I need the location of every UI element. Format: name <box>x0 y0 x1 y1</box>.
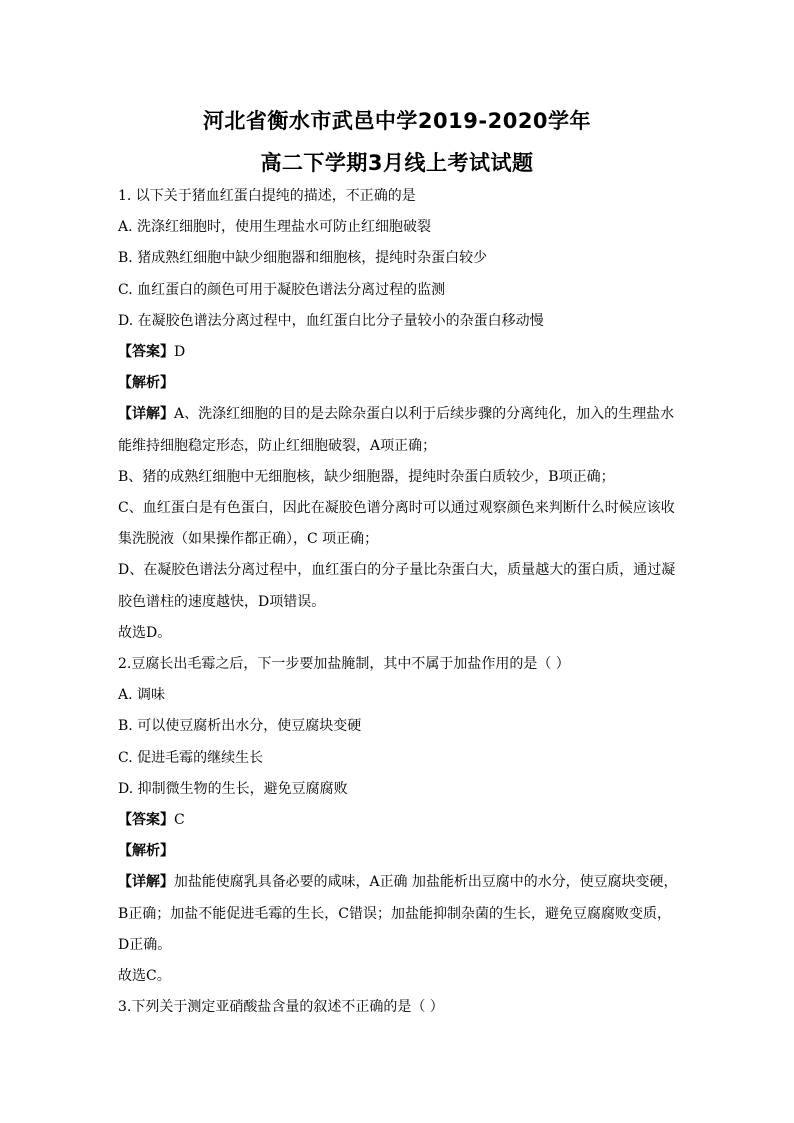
q2-detail-line3: D正确。 <box>118 937 172 953</box>
q2-conclusion: 故选C。 <box>118 968 171 984</box>
q2-detail-line1 <box>118 873 677 891</box>
q2-option-b: B. 可以使豆腐析出水分，使豆腐块变硬 <box>118 718 362 734</box>
q1-conclusion: 故选D。 <box>118 625 172 641</box>
q2-analysis-label: 【解析】 <box>118 843 174 859</box>
q1-answer-label: 【答案】 <box>118 344 174 360</box>
q2-option-d: D. 抑制微生物的生长，避免豆腐腐败 <box>118 781 348 797</box>
q1-detail-a-line1 <box>118 405 678 423</box>
q2-detail-text: 加盐能使腐乳具备必要的咸味，A正确 加盐能析出豆腐中的水分，使豆腐块变硬， <box>173 874 678 890</box>
q1-option-b: B. 猪成熟红细胞中缺少细胞器和细胞核，提纯时杂蛋白较少 <box>118 250 488 266</box>
q1-option-d: D. 在凝胶色谱法分离过程中，血红蛋白比分子量较小的杂蛋白移动慢 <box>118 313 544 329</box>
q1-detail-b: B、猪的成熟红细胞中无细胞核，缺少细胞器，提纯时杂蛋白质较少，B项正确； <box>118 469 615 485</box>
q2-answer <box>118 811 678 829</box>
q2-answer-label: 【答案】 <box>118 812 174 828</box>
q1-detail-label: 【详解】 <box>118 406 174 422</box>
document-title-line2: 高二下学期3月线上考试试题 <box>260 151 534 175</box>
q1-stem: 1. 以下关于猪血红蛋白提纯的描述，不正确的是 <box>118 188 416 204</box>
q1-answer <box>118 343 678 361</box>
q2-detail-label: 【详解】 <box>118 874 174 890</box>
q2-detail-line2: B正确；加盐不能促进毛霉的生长，C错误；加盐能抑制杂菌的生长，避免豆腐腐败变质， <box>118 906 671 922</box>
q1-option-a: A. 洗涤红细胞时，使用生理盐水可防止红细胞破裂 <box>118 219 432 235</box>
q2-option-c: C. 促进毛霉的继续生长 <box>118 750 264 766</box>
q1-detail-a-text: A、洗涤红细胞的目的是去除杂蛋白以利于后续步骤的分离纯化，加入的生理盐水 <box>174 406 675 422</box>
q1-detail-c-line1: C、血红蛋白是有色蛋白，因此在凝胶色谱分离时可以通过观察颜色来判断什么时候应该收 <box>118 500 675 516</box>
q2-stem: 2.豆腐长出毛霉之后，下一步要加盐腌制，其中不属于加盐作用的是（ ） <box>118 656 570 672</box>
q2-option-a: A. 调味 <box>118 687 166 703</box>
q2-answer-value: C <box>174 812 185 828</box>
q1-detail-d-line1: D、在凝胶色谱法分离过程中，血红蛋白的分子量比杂蛋白大，质量越大的蛋白质，通过凝 <box>118 562 676 578</box>
q3-stem: 3.下列关于测定亚硝酸盐含量的叙述不正确的是（ ） <box>118 999 444 1015</box>
q1-detail-c-line2: 集洗脱液（如果操作都正确），C 项正确； <box>118 531 379 547</box>
q1-answer-value: D <box>174 344 186 360</box>
q1-detail-d-line2: 胶色谱柱的速度越快，D项错误。 <box>118 594 326 610</box>
document-title-line1: 河北省衡水市武邑中学2019-2020学年 <box>202 109 592 133</box>
q1-detail-a-line2: 能维持细胞稳定形态，防止红细胞破裂，A项正确； <box>118 438 437 454</box>
q1-option-c: C. 血红蛋白的颜色可用于凝胶色谱法分离过程的监测 <box>118 282 446 298</box>
q1-analysis-label: 【解析】 <box>118 375 174 391</box>
